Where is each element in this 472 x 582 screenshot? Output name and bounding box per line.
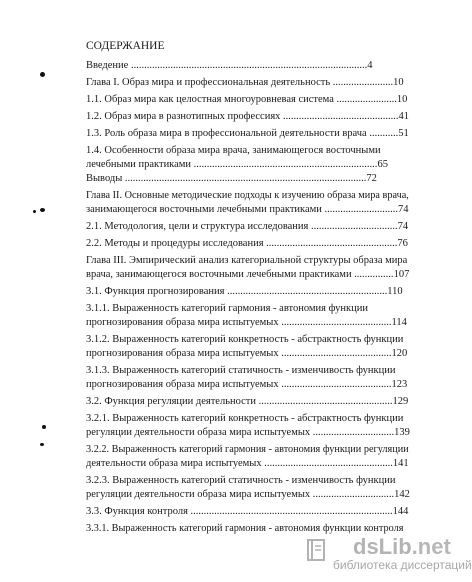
toc-entry xyxy=(86,444,409,456)
scan-speck xyxy=(40,443,44,446)
toc-entry xyxy=(86,60,372,72)
toc-entry-text: лечебными практиками ...................................................................... xyxy=(86,159,378,170)
toc-entry xyxy=(86,159,388,171)
toc-entry xyxy=(86,413,403,425)
watermark-subtitle: библиотека диссертаций xyxy=(333,558,472,572)
toc-entry xyxy=(86,427,410,439)
toc-entry-page: 4 xyxy=(367,60,373,71)
toc-entry-text: прогнозирования образа мира испытуемых .......................................... xyxy=(86,348,392,359)
toc-entry xyxy=(86,128,409,140)
toc-entry xyxy=(86,286,403,298)
toc-entry xyxy=(86,255,407,267)
toc-entry-page: 51 xyxy=(398,128,409,139)
toc-entry xyxy=(86,489,410,501)
toc-entry xyxy=(86,379,407,391)
toc-entry-text: 3.1.3. Выраженность категорий статичность - изменчивость функции xyxy=(86,365,396,376)
toc-entry-page: 141 xyxy=(392,458,409,469)
toc-entry xyxy=(86,348,407,360)
toc-entry-text: занимающегося восточными лечебными практиками ............................ xyxy=(86,204,399,215)
toc-entry-page: 144 xyxy=(392,506,409,517)
toc-entry-page: 123 xyxy=(391,379,408,390)
toc-entry-text: 3.3. Функция контроля ............................................................................. xyxy=(86,506,393,517)
toc-entry-text: Выводы ............................................................................................ xyxy=(86,173,367,184)
book-icon xyxy=(306,537,328,563)
toc-entry xyxy=(86,365,395,377)
toc-entry xyxy=(86,475,395,487)
toc-entry-text: 1.3. Роль образа мира в профессиональной деятельности врача ........... xyxy=(86,128,399,139)
toc-entry-page: 41 xyxy=(398,111,410,122)
toc-entry-text: 1.1. Образ мира как целостная многоуровневая система ....................... xyxy=(86,94,397,105)
toc-entry xyxy=(86,111,409,123)
toc-entry xyxy=(86,204,409,216)
toc-entry xyxy=(86,458,409,470)
toc-entry xyxy=(86,506,408,518)
toc-entry-page: 74 xyxy=(398,204,409,215)
toc-entry-text: Глава III. Эмпирический анализ категориальной структуры образа мира xyxy=(86,255,408,266)
toc-entry xyxy=(86,303,368,315)
toc-entry-page: 120 xyxy=(391,348,408,359)
toc-entry-text: 3.1.2. Выраженность категорий конкретность - абстрактность функции xyxy=(86,334,404,345)
toc-title: СОДЕРЖАНИЕ xyxy=(86,40,165,52)
toc-entry xyxy=(86,269,409,281)
scan-speck xyxy=(42,425,46,429)
toc-entry-page: 10 xyxy=(393,77,404,88)
toc-entry-page: 10 xyxy=(396,94,408,105)
toc-entry-page: 76 xyxy=(397,238,408,249)
toc-entry-text: деятельности образа мира испытуемых ................................................. xyxy=(86,458,393,469)
toc-entry-page: 72 xyxy=(366,173,377,184)
toc-entry-text: прогнозирования образа мира испытуемых .......................................... xyxy=(86,379,392,390)
toc-entry xyxy=(86,190,409,202)
toc-entry-text: 2.2. Методы и процедуры исследования .................................................. xyxy=(86,238,398,249)
toc-entry xyxy=(86,396,408,408)
toc-entry-page: 110 xyxy=(387,286,403,297)
toc-entry-text: Глава II. Основные методические подходы к изучению образа мира врача, xyxy=(86,190,409,201)
toc-entry xyxy=(86,173,377,185)
toc-entry-text: регуляции деятельности образа мира испытуемых ............................... xyxy=(86,489,395,500)
toc-entry-page: 142 xyxy=(394,489,410,500)
toc-entry-page: 107 xyxy=(393,269,410,280)
toc-entry xyxy=(86,221,408,233)
toc-entry-text: врача, занимающегося восточными лечебными практиками ............... xyxy=(86,269,394,280)
toc-entry-page: 114 xyxy=(391,317,407,328)
toc-entry-text: 3.1. Функция прогнозирования ............................................................. xyxy=(86,286,388,297)
toc-entry-text: 3.2.1. Выраженность категорий конкретность - абстрактность функции xyxy=(86,413,404,424)
toc-entry-text: регуляции деятельности образа мира испытуемых ............................... xyxy=(86,427,395,438)
toc-entry-text: 3.1.1. Выраженность категорий гармония - автономия функции xyxy=(86,303,368,314)
toc-entry-text: 3.3.1. Выраженность категорий гармония - автономия функции контроля xyxy=(86,523,404,534)
toc-entry-text: Введение .......................................................................................... xyxy=(86,60,368,71)
toc-entry xyxy=(86,317,407,329)
toc-entry-page: 129 xyxy=(392,396,409,407)
toc-entry-text: 3.2.3. Выраженность категорий статичность - изменчивость функции xyxy=(86,475,396,486)
toc-entry xyxy=(86,94,407,106)
toc-entry-text: Глава I. Образ мира и профессиональная деятельность ....................... xyxy=(86,77,394,88)
toc-entry-page: 139 xyxy=(394,427,410,438)
scan-speck xyxy=(40,72,45,77)
toc-entry-page: 65 xyxy=(377,159,388,170)
toc-entry-text: 3.2.2. Выраженность категорий гармония - автономия функции регуляции xyxy=(86,444,409,455)
toc-entry xyxy=(86,77,404,89)
scan-speck xyxy=(33,210,36,213)
toc-entry-text: 2.1. Методология, цели и структура исследования ................................. xyxy=(86,221,398,232)
toc-entry-page: 74 xyxy=(397,221,409,232)
watermark xyxy=(303,534,472,574)
toc-entry-text: прогнозирования образа мира испытуемых .......................................... xyxy=(86,317,392,328)
toc-entry-text: 3.2. Функция регуляции деятельности ................................................... xyxy=(86,396,393,407)
toc-entry xyxy=(86,238,408,250)
watermark-logo: dsLib.net xyxy=(353,534,451,559)
toc-entry xyxy=(86,145,381,157)
scan-speck xyxy=(40,208,45,212)
toc-entry-text: 1.4. Особенности образа мира врача, занимающегося восточными xyxy=(86,145,381,156)
toc-entry-text: 1.2. Образ мира в разнотипных профессиях ............................................ xyxy=(86,111,399,122)
toc-entry xyxy=(86,334,403,346)
